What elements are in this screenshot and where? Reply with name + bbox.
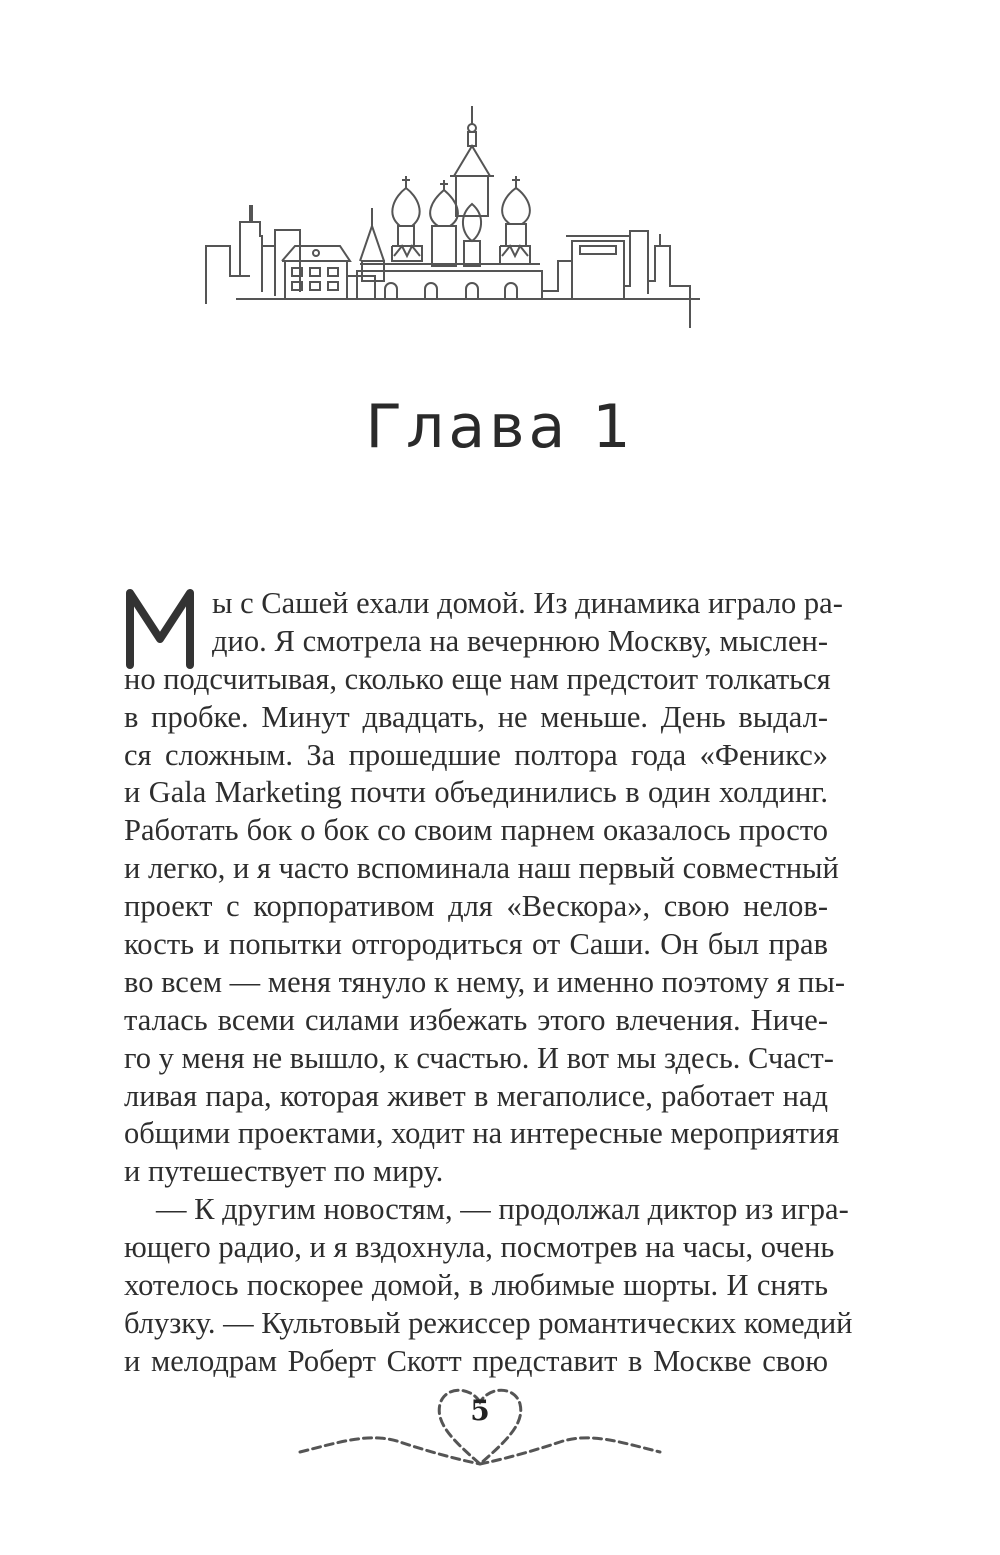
text-line: блузку. — Культовый режиссер романтических комедий (124, 1305, 853, 1340)
text-line: Работать бок о бок со своим парнем оказалось просто (124, 813, 828, 848)
text-line: и путешествует по миру. (124, 1154, 444, 1189)
text-line: кость и попытки отгородиться от Саши. Он был прав (124, 927, 828, 962)
text-line: но подсчитывая, сколько еще нам предстоит толкаться (124, 661, 831, 696)
text-line: го у меня не вышло, к счастью. И вот мы здесь. Счаст- (124, 1040, 834, 1075)
text-line: во всем — меня тянуло к нему, и именно поэтому я пы- (124, 964, 845, 999)
text-line: в пробке. Минут двадцать, не меньше. День выдал- (124, 699, 828, 734)
text-line: ы с Сашей ехали домой. Из динамика играло ра- (212, 586, 843, 620)
text-line: — К другим новостям, — продолжал диктор из игра- (156, 1192, 849, 1227)
text-line: и легко, и я часто вспоминала наш первый совместный (124, 851, 839, 886)
text-line: ся сложным. За прошедшие полтора года «Феникс» (124, 737, 828, 772)
text-line: ливая пара, которая живет в мегаполисе, работает над (124, 1078, 828, 1113)
moscow-skyline-illustration (200, 96, 760, 336)
dashed-heart-icon (290, 1372, 670, 1482)
text-line: и мелодрам Роберт Скотт представит в Москве свою (124, 1343, 828, 1378)
text-line: проект с корпоративом для «Вескора», свою нелов- (124, 889, 828, 924)
chapter-title: Глава 1 (365, 392, 635, 462)
text-line: хотелось поскорее домой, в любимые шорты. И снять (124, 1268, 828, 1303)
page-footer (290, 1372, 670, 1482)
page-number: 5 (470, 1394, 490, 1427)
text-line: ющего радио, и я вздохнула, посмотрев на часы, очень (124, 1230, 835, 1265)
text-line: дио. Я смотрела на вечернюю Москву, мыслен- (212, 623, 828, 658)
text-line: и Gala Marketing почти объединились в один холдинг. (124, 775, 828, 810)
chapter-body-text (124, 585, 853, 1381)
text-line: талась всеми силами избежать этого влечения. Ниче- (124, 1002, 828, 1037)
text-line: общими проектами, ходит на интересные мероприятия (124, 1116, 840, 1151)
drop-cap-letter-m (122, 587, 202, 669)
